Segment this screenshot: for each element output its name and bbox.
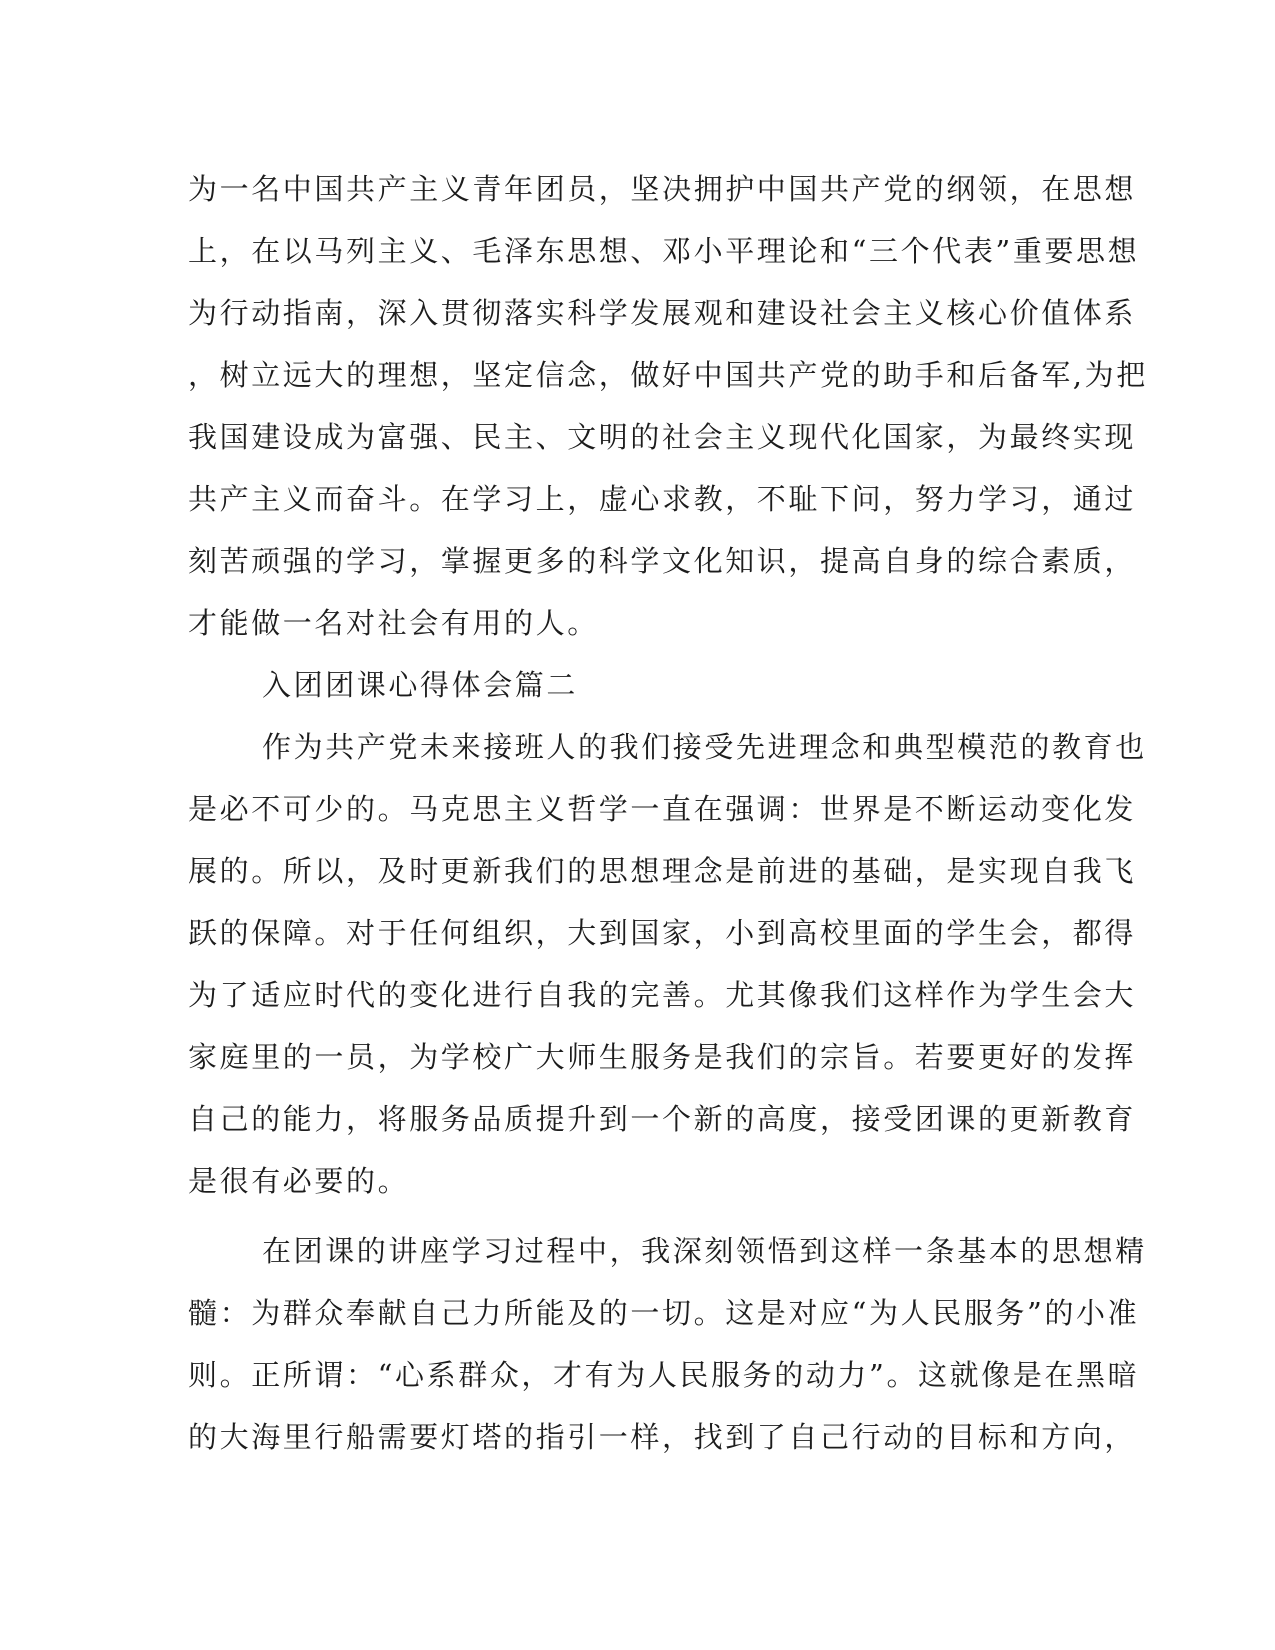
text-line: 为一名中国共产主义青年团员，坚决拥护中国共产党的纲领，在思想 (188, 172, 1137, 206)
text-line: 的大海里行船需要灯塔的指引一样，找到了自己行动的目标和方向， (188, 1420, 1137, 1454)
text-line: ，树立远大的理想，坚定信念，做好中国共产党的助手和后备军,为把 (188, 358, 1148, 392)
text-line: 才能做一名对社会有用的人。 (188, 606, 599, 640)
text-line: 为行动指南，深入贯彻落实科学发展观和建设社会主义核心价值体系 (188, 296, 1137, 330)
text-line: 上，在以马列主义、毛泽东思想、邓小平理论和“三个代表”重要思想 (188, 234, 1140, 268)
paragraph-three (188, 1220, 1147, 1468)
text-line: 家庭里的一员，为学校广大师生服务是我们的宗旨。若要更好的发挥 (188, 1040, 1137, 1074)
text-line: 自己的能力，将服务品质提升到一个新的高度，接受团课的更新教育 (188, 1102, 1137, 1136)
text-line: 跃的保障。对于任何组织，大到国家，小到高校里面的学生会，都得 (188, 916, 1137, 950)
text-line: 为了适应时代的变化进行自我的完善。尤其像我们这样作为学生会大 (188, 978, 1137, 1012)
paragraph-gap (188, 1212, 1088, 1220)
text-line: 展的。所以，及时更新我们的思想理念是前进的基础，是实现自我飞 (188, 854, 1137, 888)
text-line: 则。正所谓：“心系群众，才有为人民服务的动力”。这就像是在黑暗 (188, 1358, 1140, 1392)
paragraph-continued (188, 158, 1148, 654)
text-line: 我国建设成为富强、民主、文明的社会主义现代化国家，为最终实现 (188, 420, 1137, 454)
paragraph-two (188, 716, 1147, 1212)
text-line: 作为共产党未来接班人的我们接受先进理念和典型模范的教育也 (262, 730, 1147, 764)
text-line: 髓：为群众奉献自己力所能及的一切。这是对应“为人民服务”的小准 (188, 1296, 1140, 1330)
text-line: 在团课的讲座学习过程中，我深刻领悟到这样一条基本的思想精 (262, 1234, 1147, 1268)
text-line: 是很有必要的。 (188, 1164, 410, 1198)
text-line: 刻苦顽强的学习，掌握更多的科学文化知识，提高自身的综合素质， (188, 544, 1137, 578)
text-line: 共产主义而奋斗。在学习上，虚心求教，不耻下问，努力学习，通过 (188, 482, 1137, 516)
section-heading: 入团团课心得体会篇二 (262, 668, 579, 702)
document-body (188, 158, 1148, 1468)
text-line: 是必不可少的。马克思主义哲学一直在强调：世界是不断运动变化发 (188, 792, 1137, 826)
